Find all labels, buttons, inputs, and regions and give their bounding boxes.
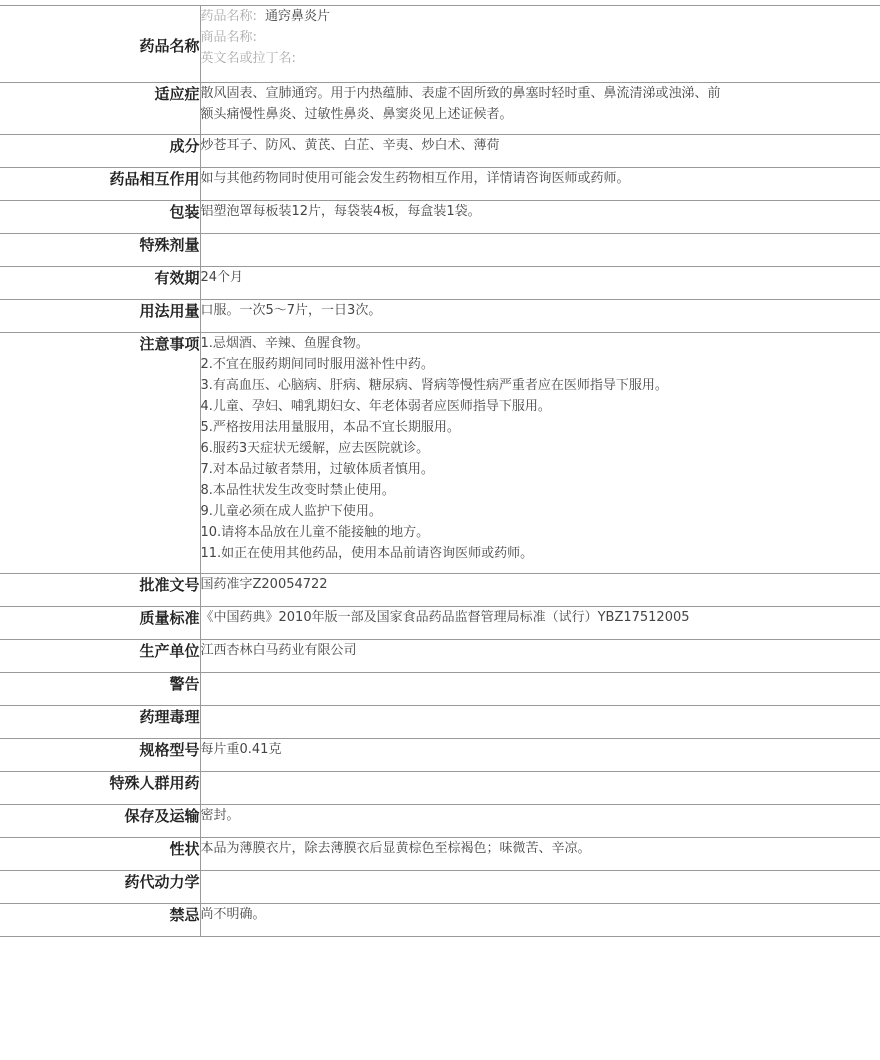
row-quality-standard xyxy=(0,607,880,640)
value-interactions: 如与其他药物同时使用可能会发生药物相互作用，详情请咨询医师或药师。 xyxy=(200,171,630,186)
precaution-item: 9.儿童必须在成人监护下使用。 xyxy=(200,504,382,519)
label-ingredients: 成分 xyxy=(0,135,200,168)
row-pharmacokinetics xyxy=(0,871,880,904)
value-warning xyxy=(200,673,880,706)
value-pharmacology xyxy=(200,706,880,739)
value-special-dosage xyxy=(200,234,880,267)
value-pharmacokinetics xyxy=(200,871,880,904)
precaution-item: 8.本品性状发生改变时禁止使用。 xyxy=(200,483,395,498)
row-approval-number xyxy=(0,574,880,607)
value-quality-standard: 《中国药典》2010年版一部及国家食品药品监督管理局标准（试行）YBZ17512005 xyxy=(200,610,690,625)
drug-name-label: 药品名称: xyxy=(200,9,257,24)
drug-name-value: 通窍鼻炎片 xyxy=(265,9,331,24)
precaution-item: 11.如正在使用其他药品，使用本品前请咨询医师或药师。 xyxy=(200,546,534,561)
value-drug-name-block xyxy=(200,6,880,83)
label-warning: 警告 xyxy=(0,673,200,706)
english-name-row xyxy=(201,48,880,69)
value-precautions xyxy=(200,333,880,574)
label-validity: 有效期 xyxy=(0,267,200,300)
precaution-item: 5.严格按用法用量服用，本品不宜长期服用。 xyxy=(200,420,460,435)
precaution-item: 6.服药3天症状无缓解，应去医院就诊。 xyxy=(200,441,430,456)
value-approval-number: 国药准字Z20054722 xyxy=(200,577,328,592)
trade-name-label: 商品名称: xyxy=(200,30,257,45)
value-storage: 密封。 xyxy=(200,808,240,823)
label-pharmacology: 药理毒理 xyxy=(0,706,200,739)
precaution-item: 2.不宜在服药期间同时服用滋补性中药。 xyxy=(200,357,434,372)
label-usage: 用法用量 xyxy=(0,300,200,333)
row-special-population xyxy=(0,772,880,805)
value-ingredients: 炒苍耳子、防风、黄芪、白芷、辛夷、炒白术、薄荷 xyxy=(200,138,500,153)
precaution-item: 3.有高血压、心脑病、肝病、糖尿病、肾病等慢性病严重者应在医师指导下服用。 xyxy=(200,378,668,393)
label-manufacturer: 生产单位 xyxy=(0,640,200,673)
value-manufacturer: 江西杏林白马药业有限公司 xyxy=(200,643,357,658)
english-name-label: 英文名或拉丁名: xyxy=(200,51,296,66)
value-appearance: 本品为薄膜衣片，除去薄膜衣后显黄棕色至棕褐色；味微苦、辛凉。 xyxy=(200,841,591,856)
row-special-dosage xyxy=(0,234,880,267)
row-specification xyxy=(0,739,880,772)
row-interactions xyxy=(0,168,880,201)
label-specification: 规格型号 xyxy=(0,739,200,772)
value-usage: 口服。一次5～7片，一日3次。 xyxy=(200,303,382,318)
row-precautions xyxy=(0,333,880,574)
row-validity xyxy=(0,267,880,300)
value-special-population xyxy=(200,772,880,805)
label-interactions: 药品相互作用 xyxy=(0,168,200,201)
row-storage xyxy=(0,805,880,838)
row-usage xyxy=(0,300,880,333)
precaution-item: 7.对本品过敏者禁用，过敏体质者慎用。 xyxy=(200,462,434,477)
label-special-population: 特殊人群用药 xyxy=(0,772,200,805)
row-pharmacology xyxy=(0,706,880,739)
value-indications xyxy=(200,83,880,135)
trade-name-row xyxy=(201,27,880,48)
row-contraindications xyxy=(0,904,880,937)
row-indications xyxy=(0,83,880,135)
value-packaging: 铝塑泡罩每板装12片，每袋装4板，每盒装1袋。 xyxy=(200,204,481,219)
indications-line-1: 散风固表、宣肺通窍。用于内热蕴肺、表虚不固所致的鼻塞时轻时重、鼻流清涕或浊涕、前 xyxy=(200,86,721,101)
value-specification: 每片重0.41克 xyxy=(200,742,282,757)
drug-spec-table xyxy=(0,5,880,937)
drug-name-row xyxy=(201,6,880,27)
label-appearance: 性状 xyxy=(0,838,200,871)
value-validity: 24个月 xyxy=(200,270,244,285)
row-packaging xyxy=(0,201,880,234)
row-ingredients xyxy=(0,135,880,168)
label-pharmacokinetics: 药代动力学 xyxy=(0,871,200,904)
label-special-dosage: 特殊剂量 xyxy=(0,234,200,267)
label-indications: 适应症 xyxy=(0,83,200,135)
indications-line-2: 额头痛慢性鼻炎、过敏性鼻炎、鼻窦炎见上述证候者。 xyxy=(200,107,513,122)
precaution-item: 10.请将本品放在儿童不能接触的地方。 xyxy=(200,525,430,540)
label-approval-number: 批准文号 xyxy=(0,574,200,607)
label-storage: 保存及运输 xyxy=(0,805,200,838)
precaution-item: 4.儿童、孕妇、哺乳期妇女、年老体弱者应医师指导下服用。 xyxy=(200,399,551,414)
label-contraindications: 禁忌 xyxy=(0,904,200,937)
label-precautions: 注意事项 xyxy=(0,333,200,574)
row-manufacturer xyxy=(0,640,880,673)
precaution-item: 1.忌烟酒、辛辣、鱼腥食物。 xyxy=(200,336,369,351)
label-drug-name: 药品名称 xyxy=(0,6,200,83)
row-drug-name xyxy=(0,6,880,83)
label-quality-standard: 质量标准 xyxy=(0,607,200,640)
value-contraindications: 尚不明确。 xyxy=(200,907,266,922)
row-warning xyxy=(0,673,880,706)
row-appearance xyxy=(0,838,880,871)
label-packaging: 包装 xyxy=(0,201,200,234)
